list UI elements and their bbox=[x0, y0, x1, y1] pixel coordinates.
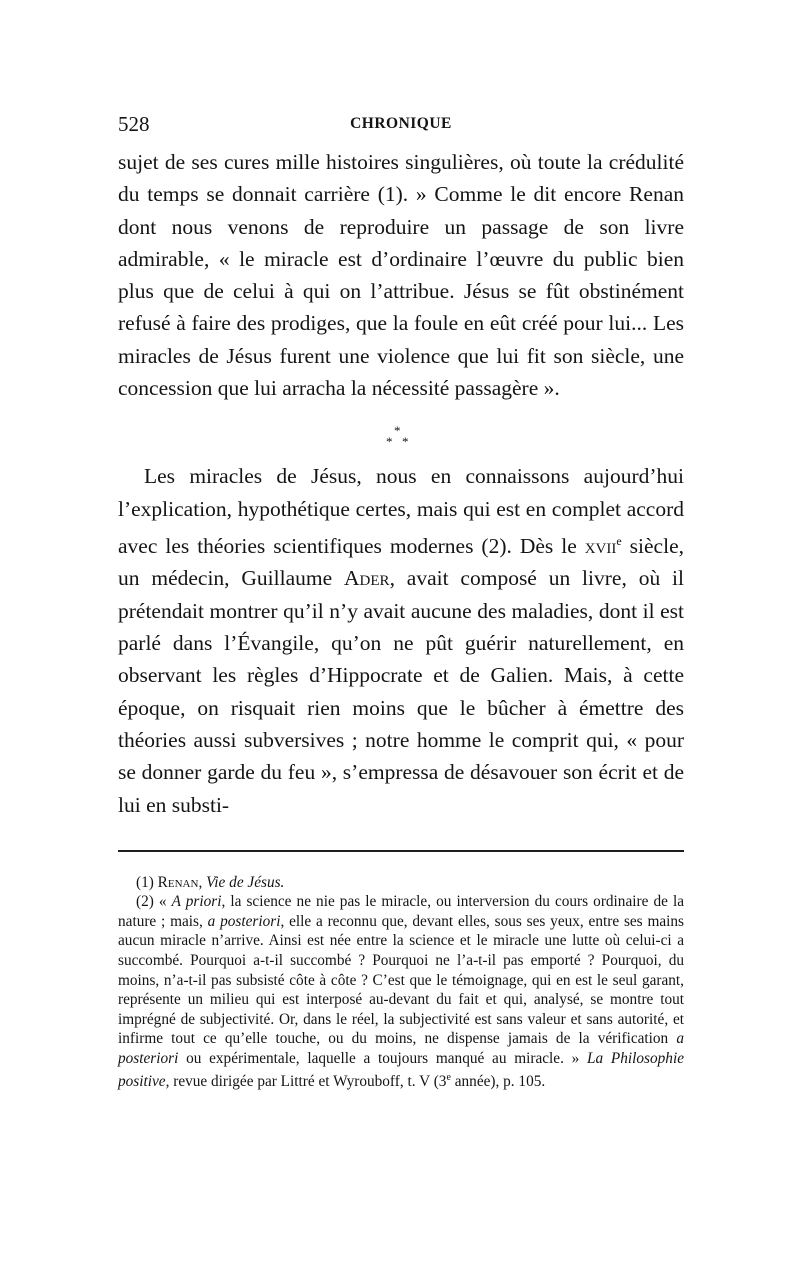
century-numeral: xvii bbox=[584, 534, 617, 559]
asterism-star-right: * bbox=[402, 434, 409, 450]
footnote-2-year-suffix: e bbox=[446, 1072, 451, 1084]
asterism-star-left: * bbox=[386, 434, 393, 450]
running-title: CHRONIQUE bbox=[350, 115, 452, 132]
footnote-rule bbox=[118, 850, 684, 852]
century-suffix: e bbox=[616, 533, 622, 548]
paragraph-miracles bbox=[118, 460, 684, 820]
footnote-2-text-5: année), p. 105. bbox=[450, 1073, 546, 1091]
page-number: 528 bbox=[118, 112, 150, 136]
paragraph-continued: sujet de ses cures mille histoires singulières, où toute la crédulité du temps se donnait carrière (1). » Comme le dit encore Renan dont nous venons de reproduire un passage de son livre admirable, « le miracle est d’ordinaire l’œuvre du public bien plus que de celui à qui on l’attribue. Jésus se fût obstinément refusé à faire des prodiges, que la foule en eût créé pour lui... Les miracles de Jésus furent une violence que lui fit son siècle, une concession que lui arracha la nécessité passagère ». bbox=[118, 150, 684, 401]
asterism-star-top: * bbox=[394, 423, 401, 439]
footnote-1-title: Vie de Jésus. bbox=[206, 873, 285, 891]
footnote-2-term-2: a posteriori bbox=[207, 912, 281, 930]
footnote-2-text-4: , revue dirigée par Littré et Wyrouboff, t. V (3 bbox=[165, 1073, 447, 1091]
footnote-1-marker: (1) bbox=[136, 873, 158, 891]
running-head bbox=[118, 112, 684, 146]
footnote-2-text-3: ou expérimentale, laquelle a toujours manqué au miracle. » bbox=[178, 1049, 588, 1067]
paragraph-2-text-1: Les miracles de Jésus, nous en connaissons aujourd’hui l’explication, hypothétique certes, mais qui est en complet accord avec les théories scientifiques modernes (2). Dès le bbox=[118, 464, 684, 559]
footnote-1-separator: , bbox=[198, 873, 207, 891]
footnote-2-text-1: , la science ne nie pas le miracle, ou interversion du cours ordinaire de la nature ; mais, bbox=[118, 893, 684, 930]
book-page bbox=[118, 112, 684, 1092]
footnote-1 bbox=[118, 873, 684, 893]
footnote-2 bbox=[118, 892, 684, 1092]
footnote-2-term-3: a posteriori bbox=[118, 1030, 684, 1067]
footnote-2-journal: La Philosophie positive bbox=[118, 1049, 684, 1091]
author-name: Ader bbox=[344, 566, 390, 591]
paragraph-2-text-3: , avait composé un livre, où il prétendait montrer qu’il n’y avait aucune des maladies, dont il est parlé dans l’Évangile, qu’on ne pût guérir naturellement, en observant les règles d’Hippocrate et de Galien. Mais, à cette époque, on risquait rien moins que le bûcher à émettre des théories aussi subversives ; notre homme le comprit qui, « pour se donner garde du feu », s’empressa de désavouer son écrit et de lui en substi- bbox=[118, 566, 684, 817]
footnote-2-text-2: , elle a reconnu que, devant elles, sous ses yeux, entre ses mains aucun miracle n’arrive. Ainsi est née entre la science et le miracle une lutte où celui-ci a succombé. Pourquoi a-t-il succombé ? Pourquoi ne l’a-t-il pas emporté ? Pourquoi, du moins, n’a-t-il pas subsisté côte à côte ? C’est que le témoignage, qui en est le seul garant, représente un milieu qui est interposé au-devant du fait et qui, analysé, se montre tout imprégné de subjectivité. Or, dans le réel, la subjectivité est sans valeur et sans autorité, et infirme tout ce qu’elle touche, ou du moins, ne dispense jamais de la vérification bbox=[118, 912, 684, 1048]
footnote-2-term-1: A priori bbox=[171, 893, 222, 911]
paragraph-2-text-2: siècle, un médecin, Guillaume bbox=[118, 534, 684, 591]
footnote-1-author: Renan bbox=[157, 873, 199, 891]
footnotes bbox=[118, 873, 684, 1092]
asterism bbox=[118, 404, 684, 460]
footnote-2-marker: (2) « bbox=[136, 893, 172, 911]
body-text bbox=[118, 146, 684, 821]
